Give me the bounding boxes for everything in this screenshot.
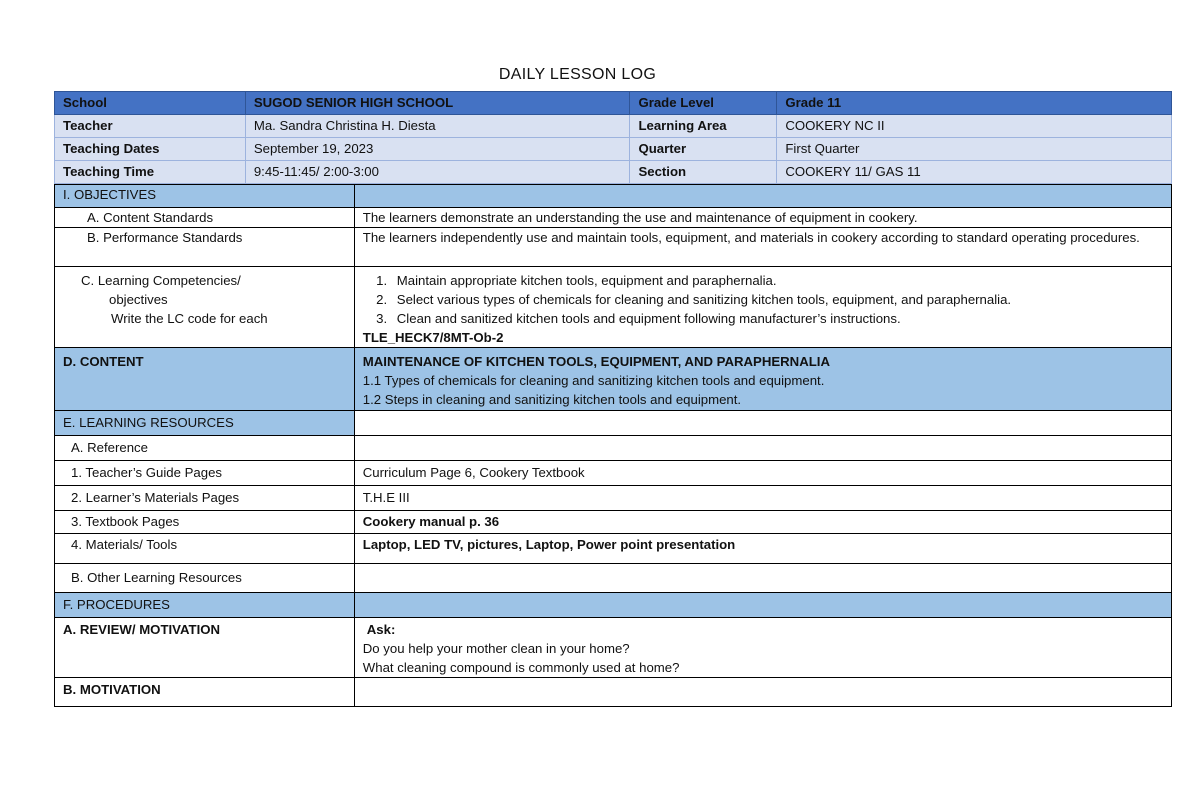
content-row <box>55 348 1172 411</box>
performance-standards-value: The learners independently use and maintain tools, equipment, and materials in cookery according to standard operating procedures. <box>354 228 1171 267</box>
school-value: SUGOD SENIOR HIGH SCHOOL <box>245 92 630 115</box>
teachers-guide-row <box>55 461 1172 486</box>
objectives-heading-row <box>55 185 1172 208</box>
content-title: MAINTENANCE OF KITCHEN TOOLS, EQUIPMENT, AND PARAPHERNALIA <box>362 354 830 369</box>
textbook-row <box>55 511 1172 534</box>
learners-materials-row <box>55 486 1172 511</box>
other-resources-label: B. Other Learning Resources <box>55 564 355 593</box>
content-line-2: 1.2 Steps in cleaning and sanitizing kitchen tools and equipment. <box>362 392 742 407</box>
content-standards-value: The learners demonstrate an understanding the use and maintenance of equipment in cookery. <box>354 208 1171 228</box>
school-label: School <box>55 92 246 115</box>
header-row-dates <box>55 138 1172 161</box>
header-row-teacher <box>55 115 1172 138</box>
section-label: Section <box>630 161 777 184</box>
teaching-time-label: Teaching Time <box>55 161 246 184</box>
lesson-log-table <box>54 184 1172 707</box>
competency-item: 3. Clean and sanitized kitchen tools and equipment following manufacturer’s instructions. <box>391 309 1163 328</box>
grade-level-label: Grade Level <box>630 92 777 115</box>
procedures-heading-row <box>55 593 1172 618</box>
competencies-label <box>55 267 355 348</box>
content-standards-label: A. Content Standards <box>55 208 355 228</box>
teaching-dates-value: September 19, 2023 <box>245 138 630 161</box>
teaching-time-value: 9:45-11:45/ 2:00-3:00 <box>245 161 630 184</box>
teacher-value: Ma. Sandra Christina H. Diesta <box>245 115 630 138</box>
header-row-school <box>55 92 1172 115</box>
content-value <box>354 348 1171 411</box>
performance-standards-label: B. Performance Standards <box>55 228 355 267</box>
lc-code: TLE_HECK7/8MT-Ob-2 <box>362 330 504 345</box>
learning-area-label: Learning Area <box>630 115 777 138</box>
competencies-list <box>363 271 1163 328</box>
teacher-label: Teacher <box>55 115 246 138</box>
competencies-label-line-2: objectives <box>109 292 168 307</box>
learners-materials-value: T.H.E III <box>354 486 1171 511</box>
competency-item: 1. Maintain appropriate kitchen tools, equipment and paraphernalia. <box>391 271 1163 290</box>
materials-value: Laptop, LED TV, pictures, Laptop, Power point presentation <box>354 534 1171 564</box>
teaching-dates-label: Teaching Dates <box>55 138 246 161</box>
grade-level-value: Grade 11 <box>777 92 1172 115</box>
teachers-guide-label: 1. Teacher’s Guide Pages <box>55 461 355 486</box>
motivation-row <box>55 678 1172 707</box>
content-line-1: 1.1 Types of chemicals for cleaning and sanitizing kitchen tools and equipment. <box>362 373 825 388</box>
quarter-value: First Quarter <box>777 138 1172 161</box>
competency-item: 2. Select various types of chemicals for cleaning and sanitizing kitchen tools, equipment, and paraphernalia. <box>391 290 1163 309</box>
competencies-row <box>55 267 1172 348</box>
ask-label: Ask: <box>366 622 396 637</box>
content-standards-row <box>55 208 1172 228</box>
review-label: A. REVIEW/ MOTIVATION <box>55 618 355 678</box>
materials-row <box>55 534 1172 564</box>
quarter-label: Quarter <box>630 138 777 161</box>
header-info-table <box>54 91 1172 184</box>
procedures-heading: F. PROCEDURES <box>55 593 355 618</box>
materials-label: 4. Materials/ Tools <box>55 534 355 564</box>
learning-area-value: COOKERY NC II <box>777 115 1172 138</box>
question-2: What cleaning compound is commonly used at home? <box>362 660 680 675</box>
learners-materials-label: 2. Learner’s Materials Pages <box>55 486 355 511</box>
review-row <box>55 618 1172 678</box>
competencies-value <box>354 267 1171 348</box>
content-label: D. CONTENT <box>55 348 355 411</box>
competencies-label-line-3: Write the LC code for each <box>111 311 268 326</box>
review-value <box>354 618 1171 678</box>
competencies-label-line-1: C. Learning Competencies/ <box>81 273 241 288</box>
textbook-value: Cookery manual p. 36 <box>354 511 1171 534</box>
motivation-label: B. MOTIVATION <box>55 678 355 707</box>
teachers-guide-value: Curriculum Page 6, Cookery Textbook <box>354 461 1171 486</box>
header-row-time <box>55 161 1172 184</box>
document-title: DAILY LESSON LOG <box>498 66 657 83</box>
reference-label: A. Reference <box>55 436 355 461</box>
other-resources-row <box>55 564 1172 593</box>
question-1: Do you help your mother clean in your home? <box>362 641 630 656</box>
section-value: COOKERY 11/ GAS 11 <box>777 161 1172 184</box>
objectives-heading: I. OBJECTIVES <box>55 185 355 208</box>
textbook-label: 3. Textbook Pages <box>55 511 355 534</box>
performance-standards-row <box>55 228 1172 267</box>
reference-row <box>55 436 1172 461</box>
resources-heading: E. LEARNING RESOURCES <box>55 411 355 436</box>
resources-heading-row <box>55 411 1172 436</box>
